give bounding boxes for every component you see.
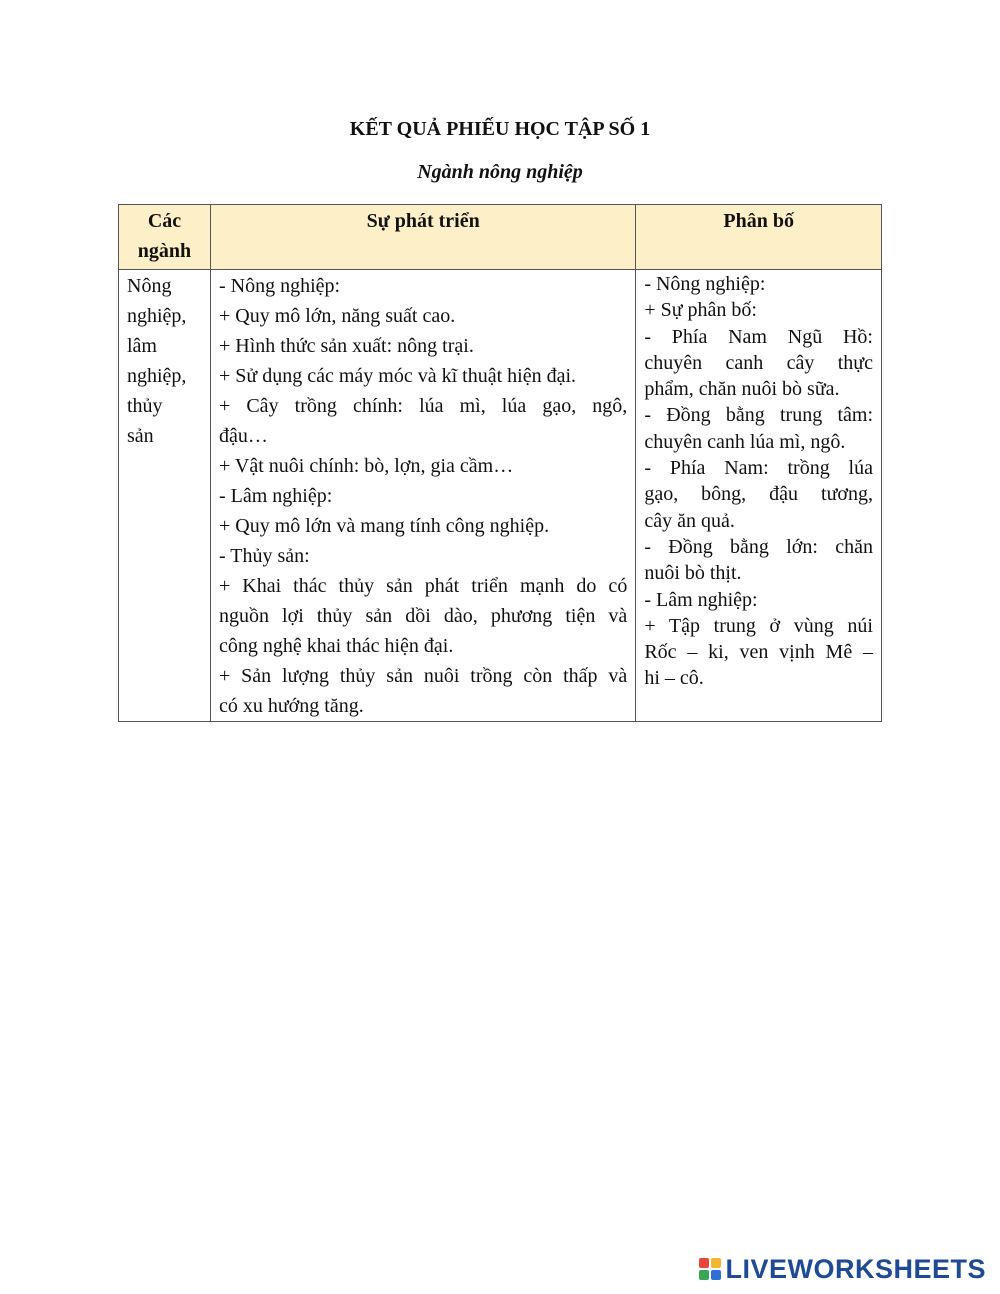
distribution-line: phẩm, chăn nuôi bò sữa. bbox=[644, 378, 840, 401]
development-line: - Lâm nghiệp: bbox=[218, 485, 333, 507]
worksheet-subtitle: Ngành nông nghiệp bbox=[417, 161, 583, 183]
table-header-row bbox=[119, 205, 882, 270]
development-line: + Vật nuôi chính: bò, lợn, gia cầm… bbox=[218, 455, 514, 477]
distribution-line: - Nông nghiệp: bbox=[644, 273, 766, 295]
distribution-line: - Phía Nam: trồng lúa bbox=[644, 457, 873, 480]
liveworksheets-logo-icon bbox=[699, 1258, 721, 1280]
distribution-line: hi – cô. bbox=[644, 667, 704, 690]
table-row bbox=[119, 270, 882, 722]
development-line: + Quy mô lớn, năng suất cao. bbox=[218, 305, 456, 327]
brand-name: LIVEWORKSHEETS bbox=[725, 1253, 986, 1284]
sector-line: lâm bbox=[127, 335, 157, 357]
development-line: + Quy mô lớn và mang tính công nghiệp. bbox=[218, 515, 550, 537]
cell-distribution bbox=[636, 270, 882, 722]
sector-line: nghiệp, bbox=[127, 365, 187, 387]
sector-line: thủy bbox=[127, 395, 163, 417]
distribution-line: cây ăn quả. bbox=[644, 509, 735, 532]
development-line: + Sử dụng các máy móc và kĩ thuật hiện đại. bbox=[218, 365, 576, 387]
distribution-line: nuôi bò thịt. bbox=[644, 562, 742, 585]
sector-line: sản bbox=[127, 425, 154, 447]
distribution-line: chuyên canh lúa mì, ngô. bbox=[644, 430, 846, 453]
cell-sectors bbox=[119, 270, 211, 722]
header-su-phat-trien: Sự phát triển bbox=[210, 205, 635, 270]
distribution-line: - Đồng bằng trung tâm: bbox=[644, 404, 873, 427]
distribution-line: Rốc – ki, ven vịnh Mê – bbox=[644, 641, 873, 664]
development-line: + Sản lượng thủy sản nuôi trồng còn thấp và bbox=[218, 665, 628, 687]
liveworksheets-brand bbox=[699, 1252, 986, 1286]
development-line: + Cây trồng chính: lúa mì, lúa gạo, ngô, bbox=[218, 395, 628, 417]
worksheet-title: KẾT QUẢ PHIẾU HỌC TẬP SỐ 1 bbox=[349, 118, 651, 140]
distribution-line: - Phía Nam Ngũ Hồ: bbox=[644, 325, 873, 348]
distribution-line: + Tập trung ở vùng núi bbox=[644, 614, 873, 637]
distribution-line: + Sự phân bố: bbox=[644, 299, 757, 322]
development-line: + Hình thức sản xuất: nông trại. bbox=[218, 335, 474, 357]
logo-square bbox=[711, 1258, 721, 1268]
development-line: có xu hướng tăng. bbox=[218, 695, 364, 717]
logo-square bbox=[699, 1258, 709, 1268]
distribution-line: - Đồng bằng lớn: chăn bbox=[644, 535, 873, 558]
development-line: + Khai thác thủy sản phát triển mạnh do có bbox=[218, 575, 628, 597]
header-cac-nganh: Các ngành bbox=[119, 205, 211, 270]
development-line: - Nông nghiệp: bbox=[218, 275, 341, 297]
distribution-line: gạo, bông, đậu tương, bbox=[644, 483, 873, 506]
logo-square bbox=[711, 1270, 721, 1280]
development-line: - Thủy sản: bbox=[218, 545, 310, 567]
header-phan-bo: Phân bố bbox=[636, 205, 882, 270]
development-line: đậu… bbox=[218, 425, 268, 447]
logo-square bbox=[699, 1270, 709, 1280]
cell-development bbox=[210, 270, 635, 722]
development-line: nguồn lợi thủy sản dồi dào, phương tiện và bbox=[218, 605, 628, 627]
development-line: công nghệ khai thác hiện đại. bbox=[218, 635, 454, 657]
distribution-line: chuyên canh cây thực bbox=[644, 351, 873, 374]
results-table bbox=[118, 204, 882, 722]
distribution-line: - Lâm nghiệp: bbox=[644, 588, 758, 611]
sector-line: nghiệp, bbox=[127, 305, 187, 327]
sector-line: Nông bbox=[127, 275, 172, 297]
